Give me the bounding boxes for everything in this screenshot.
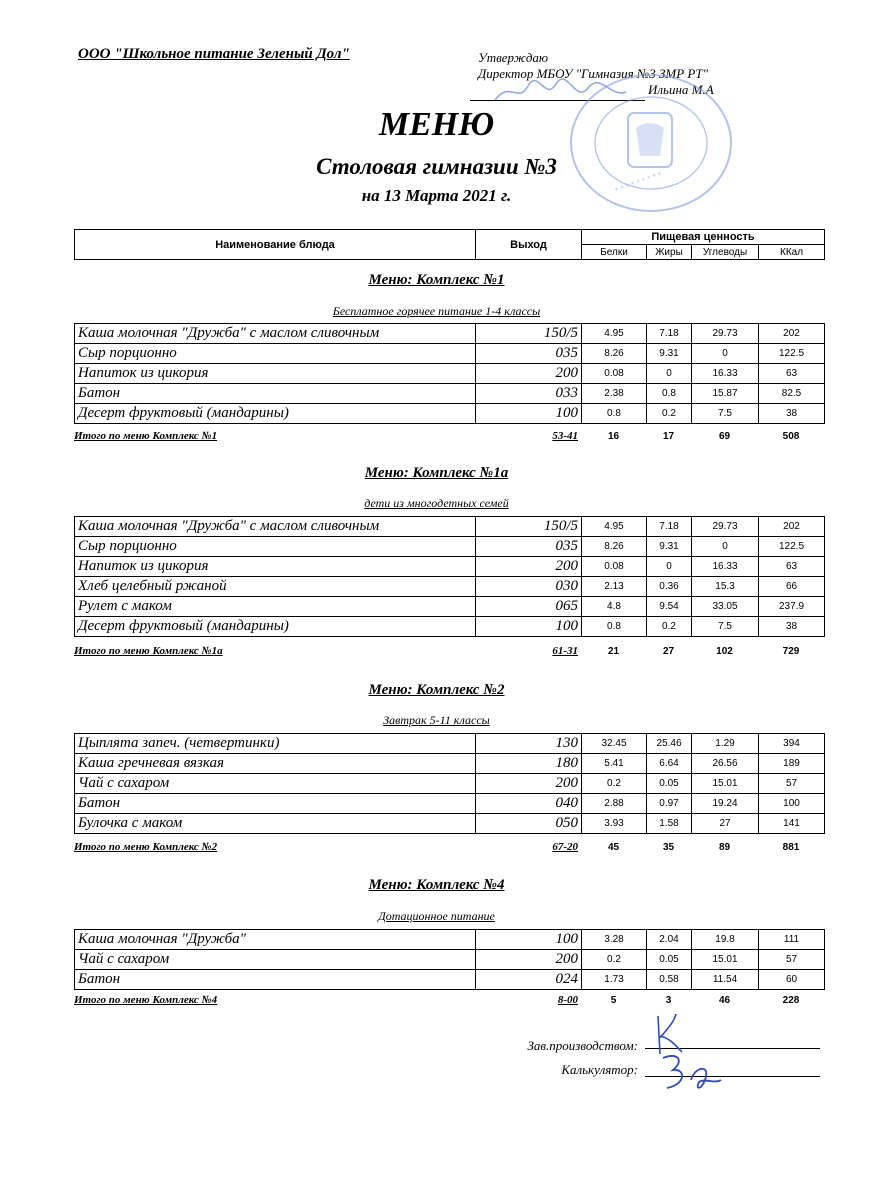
section-total: [74, 993, 824, 1007]
dish-output: 040: [476, 794, 582, 814]
section-items: [74, 323, 825, 424]
fat: 0.2: [647, 617, 692, 637]
dish-name: Чай с сахаром: [75, 774, 476, 794]
dish-name: Каша молочная "Дружба": [75, 930, 476, 950]
table-row: [75, 557, 825, 577]
table-row: [75, 754, 825, 774]
dish-name: Батон: [75, 970, 476, 990]
company-name: ООО "Школьное питание Зеленый Дол": [78, 46, 350, 62]
director-signature-icon: [490, 74, 630, 108]
fat: 0.2: [647, 404, 692, 424]
total-kcal: 881: [782, 841, 800, 853]
header-fat: Жиры: [647, 245, 692, 260]
fat: 7.18: [647, 324, 692, 344]
carbs: 33.05: [692, 597, 759, 617]
carbs: 16.33: [692, 364, 759, 384]
dish-name: Десерт фруктовый (мандарины): [75, 404, 476, 424]
dish-output: 150/5: [476, 324, 582, 344]
kcal: 60: [759, 970, 825, 990]
section-items: [74, 516, 825, 637]
approval-title: Утверждаю: [478, 50, 549, 65]
protein: 5.41: [582, 754, 647, 774]
table-header: [74, 229, 825, 260]
carbs: 7.5: [692, 404, 759, 424]
dish-name: Сыр порционно: [75, 344, 476, 364]
fat: 7.18: [647, 517, 692, 537]
section-total: [74, 644, 824, 658]
kcal: 189: [759, 754, 825, 774]
protein: 0.2: [582, 950, 647, 970]
carbs: 19.24: [692, 794, 759, 814]
total-output: 61-31: [552, 645, 578, 657]
carbs: 7.5: [692, 617, 759, 637]
table-row: [75, 537, 825, 557]
fat: 9.31: [647, 344, 692, 364]
dish-output: 100: [476, 617, 582, 637]
section-title: Меню: Комплекс №1а: [364, 465, 509, 481]
table-row: [75, 617, 825, 637]
carbs: 16.33: [692, 557, 759, 577]
dish-name: Десерт фруктовый (мандарины): [75, 617, 476, 637]
protein: 0.2: [582, 774, 647, 794]
approval-person: Ильина М.А: [648, 82, 714, 97]
table-row: [75, 517, 825, 537]
section-title: Меню: Комплекс №4: [368, 877, 505, 893]
calculator-signature-icon: [655, 1050, 725, 1096]
protein: 4.8: [582, 597, 647, 617]
carbs: 19.8: [692, 930, 759, 950]
header-nutrition: Пищевая ценность: [582, 230, 825, 245]
kcal: 394: [759, 734, 825, 754]
protein: 0.08: [582, 364, 647, 384]
dish-output: 024: [476, 970, 582, 990]
section-subtitle: Бесплатное горячее питание 1-4 классы: [332, 304, 541, 318]
dish-output: 035: [476, 344, 582, 364]
kcal: 57: [759, 774, 825, 794]
table-row: [75, 597, 825, 617]
protein: 1.73: [582, 970, 647, 990]
fat: 0.97: [647, 794, 692, 814]
dish-output: 200: [476, 774, 582, 794]
section-subtitle: дети из многодетных семей: [364, 496, 509, 510]
dish-output: 035: [476, 537, 582, 557]
table-row: [75, 950, 825, 970]
carbs: 15.01: [692, 950, 759, 970]
kcal: 202: [759, 324, 825, 344]
carbs: 26.56: [692, 754, 759, 774]
protein: 2.88: [582, 794, 647, 814]
header-dish: Наименование блюда: [75, 230, 476, 260]
table-row: [75, 404, 825, 424]
protein: 4.95: [582, 324, 647, 344]
dish-name: Напиток из цикория: [75, 557, 476, 577]
dish-name: Каша гречневая вязкая: [75, 754, 476, 774]
protein: 2.38: [582, 384, 647, 404]
kcal: 38: [759, 617, 825, 637]
table-row: [75, 577, 825, 597]
table-row: [75, 344, 825, 364]
total-label: Итого по меню Комплекс №2: [74, 841, 218, 853]
total-row: [74, 644, 824, 658]
section-total: [74, 429, 824, 443]
protein: 0.8: [582, 617, 647, 637]
dish-name: Каша молочная "Дружба" с маслом сливочным: [75, 517, 476, 537]
total-protein: 5: [610, 994, 617, 1006]
dish-output: 030: [476, 577, 582, 597]
section-subtitle: Дотационное питание: [378, 909, 495, 923]
dish-output: 200: [476, 364, 582, 384]
production-manager-label: Зав.производством:: [527, 1038, 638, 1053]
fat: 0: [647, 557, 692, 577]
dish-name: Булочка с маком: [75, 814, 476, 834]
carbs: 1.29: [692, 734, 759, 754]
dish-name: Цыплята запеч. (четвертинки): [75, 734, 476, 754]
kcal: 38: [759, 404, 825, 424]
table-row: [75, 794, 825, 814]
table-row: [75, 970, 825, 990]
table-row: [75, 814, 825, 834]
carbs: 0: [692, 344, 759, 364]
page-subtitle: Столовая гимназии №3: [316, 154, 557, 179]
kcal: 82.5: [759, 384, 825, 404]
total-carbs: 102: [716, 645, 733, 657]
table-row: [75, 930, 825, 950]
carbs: 15.01: [692, 774, 759, 794]
dish-output: 100: [476, 404, 582, 424]
fat: 9.54: [647, 597, 692, 617]
fat: 0.8: [647, 384, 692, 404]
dish-name: Чай с сахаром: [75, 950, 476, 970]
protein: 2.13: [582, 577, 647, 597]
kcal: 63: [759, 364, 825, 384]
kcal: 122.5: [759, 344, 825, 364]
section-title: Меню: Комплекс №2: [368, 682, 505, 698]
fat: 0.05: [647, 774, 692, 794]
table-row: [75, 384, 825, 404]
total-carbs: 46: [718, 994, 731, 1006]
fat: 0.05: [647, 950, 692, 970]
dish-name: Напиток из цикория: [75, 364, 476, 384]
fat: 6.64: [647, 754, 692, 774]
dish-name: Каша молочная "Дружба" с маслом сливочным: [75, 324, 476, 344]
kcal: 57: [759, 950, 825, 970]
total-fat: 35: [662, 841, 675, 853]
carbs: 11.54: [692, 970, 759, 990]
dish-output: 180: [476, 754, 582, 774]
kcal: 66: [759, 577, 825, 597]
total-output: 67-20: [552, 841, 578, 853]
dish-output: 100: [476, 930, 582, 950]
protein: 4.95: [582, 517, 647, 537]
total-label: Итого по меню Комплекс №1а: [74, 645, 223, 657]
menu-date: на 13 Марта 2021 г.: [361, 186, 512, 205]
total-fat: 3: [665, 994, 672, 1006]
section-items: [74, 929, 825, 990]
kcal: 63: [759, 557, 825, 577]
dish-name: Хлеб целебный ржаной: [75, 577, 476, 597]
fat: 25.46: [647, 734, 692, 754]
header-protein: Белки: [582, 245, 647, 260]
total-kcal: 508: [782, 430, 800, 442]
protein: 3.93: [582, 814, 647, 834]
total-protein: 21: [607, 645, 620, 657]
total-label: Итого по меню Комплекс №4: [74, 994, 218, 1006]
fat: 0.36: [647, 577, 692, 597]
dish-name: Рулет с маком: [75, 597, 476, 617]
header-carbs: Углеводы: [692, 245, 759, 260]
dish-output: 050: [476, 814, 582, 834]
total-protein: 45: [607, 841, 620, 853]
total-fat: 17: [662, 430, 675, 442]
header-output: Выход: [476, 230, 582, 260]
carbs: 15.3: [692, 577, 759, 597]
total-kcal: 729: [782, 645, 800, 657]
total-kcal: 228: [782, 994, 800, 1006]
dish-output: 065: [476, 597, 582, 617]
dish-output: 033: [476, 384, 582, 404]
dish-output: 200: [476, 950, 582, 970]
total-label: Итого по меню Комплекс №1: [74, 430, 218, 442]
fat: 9.31: [647, 537, 692, 557]
total-row: [74, 429, 824, 443]
fat: 1.58: [647, 814, 692, 834]
total-carbs: 69: [718, 430, 731, 442]
section-title: Меню: Комплекс №1: [368, 272, 505, 288]
approval-position: Директор МБОУ "Гимназия №3 ЗМР РТ": [478, 66, 709, 81]
protein: 3.28: [582, 930, 647, 950]
kcal: 237.9: [759, 597, 825, 617]
total-output: 53-41: [552, 430, 578, 442]
carbs: 29.73: [692, 517, 759, 537]
fat: 0: [647, 364, 692, 384]
kcal: 122.5: [759, 537, 825, 557]
kcal: 111: [759, 930, 825, 950]
fat: 2.04: [647, 930, 692, 950]
dish-output: 200: [476, 557, 582, 577]
section-total: [74, 840, 824, 854]
total-row: [74, 993, 824, 1007]
table-row: [75, 364, 825, 384]
protein: 8.26: [582, 344, 647, 364]
kcal: 141: [759, 814, 825, 834]
protein: 8.26: [582, 537, 647, 557]
dish-output: 130: [476, 734, 582, 754]
carbs: 0: [692, 537, 759, 557]
dish-output: 150/5: [476, 517, 582, 537]
kcal: 100: [759, 794, 825, 814]
section-items: [74, 733, 825, 834]
kcal: 202: [759, 517, 825, 537]
table-row: [75, 774, 825, 794]
total-output: 8-00: [557, 994, 578, 1006]
total-row: [74, 840, 824, 854]
total-fat: 27: [662, 645, 675, 657]
carbs: 29.73: [692, 324, 759, 344]
section-subtitle: Завтрак 5-11 классы: [383, 713, 490, 727]
total-protein: 16: [607, 430, 620, 442]
dish-name: Батон: [75, 384, 476, 404]
table-row: [75, 734, 825, 754]
table-row: [75, 324, 825, 344]
dish-name: Батон: [75, 794, 476, 814]
protein: 0.08: [582, 557, 647, 577]
carbs: 27: [692, 814, 759, 834]
carbs: 15.87: [692, 384, 759, 404]
calculator-label: Калькулятор:: [561, 1062, 638, 1077]
fat: 0.58: [647, 970, 692, 990]
total-carbs: 89: [718, 841, 731, 853]
header-kcal: ККал: [759, 245, 825, 260]
svg-text:* * * * * * * * *: * * * * * * * * *: [613, 170, 664, 195]
dish-name: Сыр порционно: [75, 537, 476, 557]
protein: 32.45: [582, 734, 647, 754]
protein: 0.8: [582, 404, 647, 424]
page-title: МЕНЮ: [378, 106, 495, 143]
